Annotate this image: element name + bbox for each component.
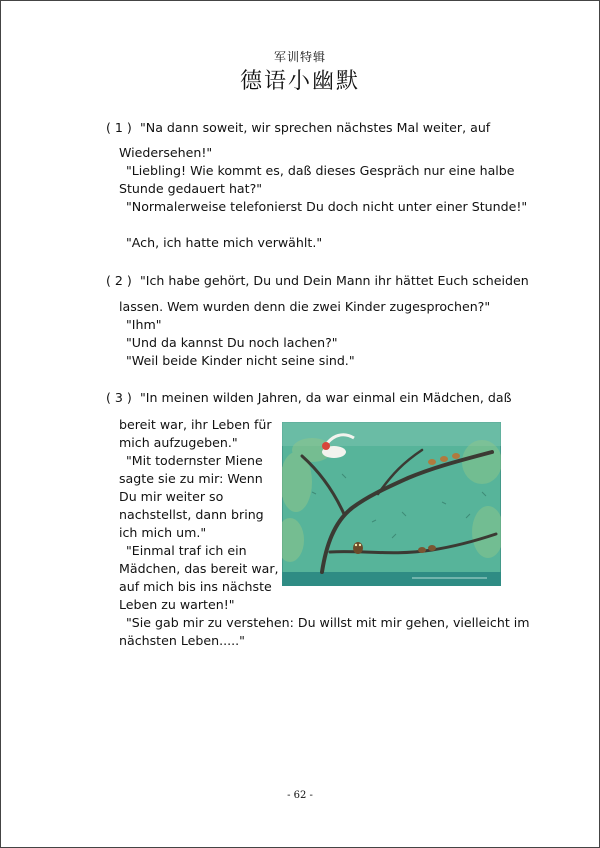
joke-3-line: sagte sie zu mir: Wenn: [119, 471, 263, 486]
joke-3-label: ( 3 ): [106, 390, 132, 405]
joke-1-label: ( 1 ): [106, 120, 132, 135]
page-number: - 62 -: [287, 790, 313, 801]
joke-1-line: Wiedersehen!": [119, 145, 213, 160]
joke-3-line: ich mich um.": [119, 525, 207, 540]
tree-branch-birds-illustration: [282, 422, 501, 586]
joke-3-line: "Mit todernster Miene: [126, 453, 263, 468]
joke-3-line: bereit war, ihr Leben für: [119, 417, 272, 432]
joke-3-line: Mädchen, das bereit war,: [119, 561, 279, 576]
joke-3-line: auf mich bis ins nächste: [119, 579, 272, 594]
joke-3-line: "Sie gab mir zu verstehen: Du willst mit mir gehen, vielleicht im: [126, 615, 530, 630]
joke-3-line: nächsten Leben.....": [119, 633, 245, 648]
joke-1-line: "Ach, ich hatte mich verwählt.": [126, 235, 323, 250]
joke-1-line: "Na dann soweit, wir sprechen nächstes Mal weiter, auf: [140, 120, 491, 135]
joke-3-line: nachstellst, dann bring: [119, 507, 264, 522]
illustration-bottom-band: [282, 572, 501, 586]
joke-3-line: mich aufzugeben.": [119, 435, 238, 450]
joke-2-line: "Ich habe gehört, Du und Dein Mann ihr hättet Euch scheiden: [140, 273, 529, 288]
joke-3-line: "Einmal traf ich ein: [126, 543, 247, 558]
page-title: 德语小幽默: [239, 69, 360, 94]
joke-1-line: "Normalerweise telefonierst Du doch nicht unter einer Stunde!": [126, 199, 528, 214]
joke-2-line: "Ihm": [126, 317, 162, 332]
joke-3-line: Leben zu warten!": [119, 597, 235, 612]
section-header: 军训特辑: [273, 50, 326, 64]
joke-1-line: "Liebling! Wie kommt es, daß dieses Gespräch nur eine halbe: [126, 163, 515, 178]
joke-2-label: ( 2 ): [106, 273, 132, 288]
joke-2-line: "Und da kannst Du noch lachen?": [126, 335, 338, 350]
joke-2-line: "Weil beide Kinder nicht seine sind.": [126, 353, 355, 368]
joke-3-line: "In meinen wilden Jahren, da war einmal ein Mädchen, daß: [140, 390, 512, 405]
joke-3-line: Du mir weiter so: [119, 489, 224, 504]
joke-1-line: Stunde gedauert hat?": [119, 181, 263, 196]
joke-2-line: lassen. Wem wurden denn die zwei Kinder zugesprochen?": [119, 299, 491, 314]
owl-bird: [353, 542, 363, 554]
